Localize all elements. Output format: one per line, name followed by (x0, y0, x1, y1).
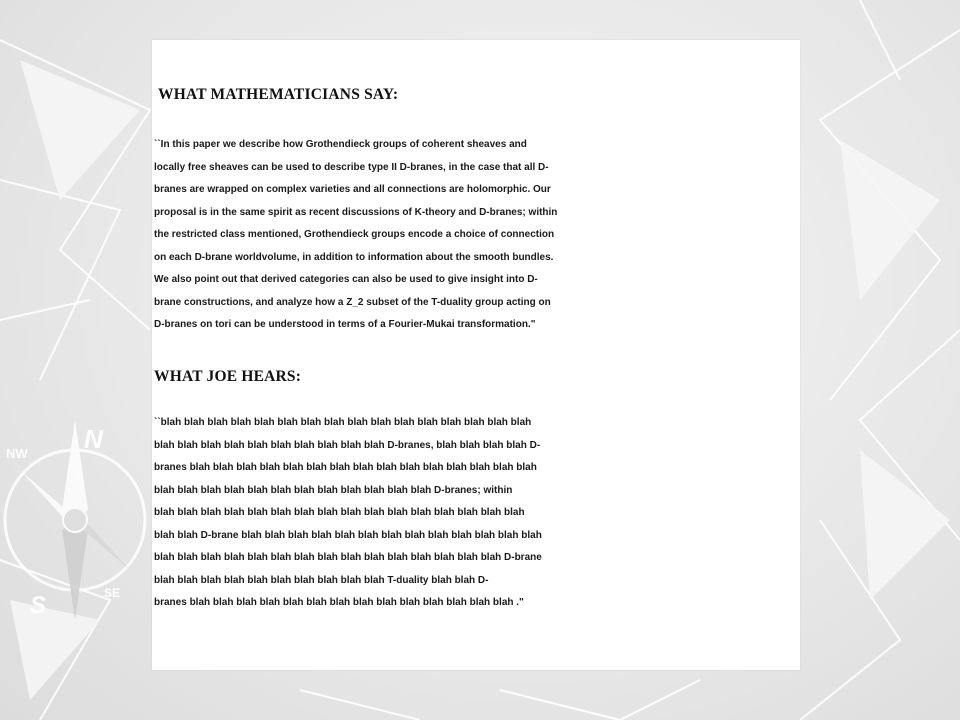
compass-letter-nw: NW (6, 446, 28, 461)
paragraph-line: We also point out that derived categories can also be used to give insight into D- (154, 274, 538, 285)
paragraph-line: ``blah blah blah blah blah blah blah blah blah blah blah blah blah blah blah blah (154, 417, 532, 428)
paragraph-line: blah blah blah blah blah blah blah blah blah blah D-branes, blah blah blah blah D- (154, 439, 541, 451)
paragraph-line: blah blah blah blah blah blah blah blah blah blah T-duality blah blah D- (154, 574, 489, 586)
mathematicians-paragraph (154, 134, 796, 337)
paragraph-line: brane constructions, and analyze how a Z_2 subset of the T-duality group acting on (154, 296, 551, 308)
paragraph-line: the restricted class mentioned, Grothendieck groups encode a choice of connection (154, 229, 555, 240)
heading-joe: WHAT JOE HEARS: (154, 368, 302, 385)
paragraph-line: D-branes on tori can be understood in terms of a Fourier-Mukai transformation." (154, 319, 536, 330)
paragraph-line: blah blah blah blah blah blah blah blah blah blah blah blah D-branes; within (154, 484, 513, 496)
paragraph-line: locally free sheaves can be used to describe type II D-branes, in the case that all D- (154, 161, 549, 173)
joe-paragraph (154, 412, 796, 615)
paragraph-line: proposal is in the same spirit as recent discussions of K-theory and D-branes; within (154, 206, 558, 218)
compass-letter-n: N (84, 424, 103, 454)
paragraph-line: blah blah D-brane blah blah blah blah blah blah blah blah blah blah blah blah blah (154, 529, 542, 541)
paragraph-line: ``In this paper we describe how Grothendieck groups of coherent sheaves and (154, 139, 527, 150)
paragraph-line: on each D-brane worldvolume, in addition to information about the smooth bundles. (154, 251, 554, 263)
paragraph-line: branes blah blah blah blah blah blah blah blah blah blah blah blah blah blah ." (154, 597, 524, 608)
heading-mathematicians: WHAT MATHEMATICIANS SAY: (158, 86, 399, 103)
paragraph-line: blah blah blah blah blah blah blah blah blah blah blah blah blah blah blah blah (154, 507, 525, 518)
paragraph-line: blah blah blah blah blah blah blah blah blah blah blah blah blah blah blah D-brane (154, 552, 542, 563)
compass-letter-s: S (30, 592, 47, 619)
compass-letter-se: SE (104, 586, 121, 600)
paragraph-line: branes blah blah blah blah blah blah blah blah blah blah blah blah blah blah blah (154, 462, 537, 473)
scanned-page (152, 40, 800, 670)
paragraph-line: branes are wrapped on complex varieties and all connections are holomorphic. Our (154, 184, 551, 195)
